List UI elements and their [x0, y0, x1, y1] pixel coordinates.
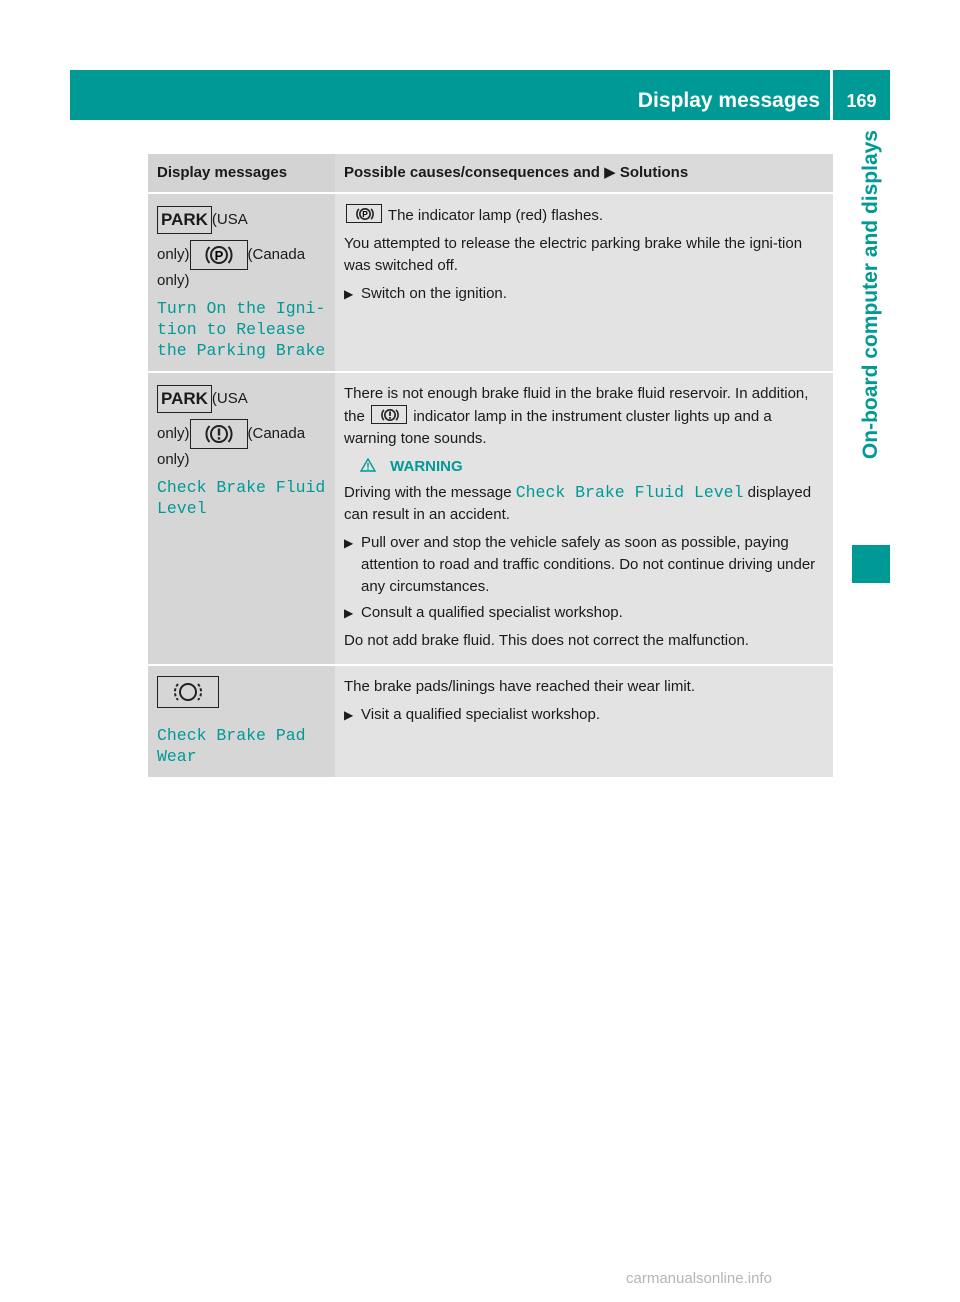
arrow-icon: ▶: [344, 708, 354, 722]
svg-text:P: P: [214, 248, 223, 263]
warning-heading: [360, 456, 825, 478]
only-label: only): [157, 424, 190, 442]
warning-label: WARNING: [390, 458, 463, 475]
col-header-display-messages: Display messages: [148, 154, 335, 193]
solution-step: [344, 704, 825, 726]
side-tab-marker: [852, 545, 890, 583]
display-message-cell: [148, 665, 335, 778]
cause-text: You attempted to release the electric parking brake while the igni-tion was switched off.: [344, 235, 803, 274]
usa-label: (USA: [211, 389, 248, 407]
step-text: Visit a qualified specialist workshop.: [361, 706, 601, 723]
page-number: 169: [846, 91, 877, 111]
cause-text: The brake pads/linings have reached their wear limit.: [344, 678, 696, 695]
warning-text: Driving with the message: [344, 484, 512, 501]
canada-label: (Canada: [247, 424, 306, 442]
solution-cell: [335, 372, 833, 665]
display-message-text: Turn On the Igni‐ tion to Release the Parking Brake: [157, 299, 326, 360]
table-row: [148, 665, 833, 778]
brake-warning-icon: [190, 419, 248, 449]
header-bar: [70, 70, 890, 120]
display-message-text: Check Brake Fluid Level: [157, 478, 326, 518]
warning-triangle-icon: [360, 458, 380, 475]
park-icon: PARK: [157, 206, 212, 234]
display-message-cell: [148, 193, 335, 372]
side-tab: [852, 130, 890, 540]
display-messages-table: [148, 154, 833, 779]
cause-text: There is not enough brake fluid in the brake fluid reservoir. In addition, the: [344, 385, 809, 425]
arrow-icon: ▶: [344, 606, 354, 620]
step-text: Switch on the ignition.: [361, 285, 507, 302]
watermark: carmanualsonline.info: [626, 1270, 772, 1287]
solution-cell: [335, 665, 833, 778]
solution-step: [344, 602, 825, 624]
page-title: Display messages: [637, 89, 820, 112]
table-header-row: [148, 154, 833, 193]
display-message-cell: [148, 372, 335, 665]
side-tab-label: On-board computer and displays: [859, 130, 882, 460]
arrow-icon: ▶: [344, 536, 354, 550]
park-icon: PARK: [157, 385, 212, 413]
lamp-status-text: The indicator lamp (red) flashes.: [387, 207, 603, 224]
table-row: [148, 193, 833, 372]
brake-pad-wear-icon: [157, 676, 219, 708]
brake-warning-icon: [371, 405, 407, 424]
display-message-text: Check Brake Pad Wear: [157, 726, 306, 766]
svg-text:P: P: [362, 209, 368, 220]
col-header-causes-text: Possible causes/consequences and: [344, 164, 600, 181]
solution-step: [344, 283, 825, 305]
col-header-solutions-text: Solutions: [619, 164, 689, 181]
arrow-icon: ▶: [604, 164, 616, 181]
table-row: [148, 372, 833, 665]
solution-cell: [335, 193, 833, 372]
canada-label: (Canada: [247, 245, 306, 263]
warning-message-code: Check Brake Fluid Level: [515, 483, 744, 502]
arrow-icon: ▶: [344, 287, 354, 301]
solution-step: [344, 532, 825, 598]
only-label: only): [157, 272, 190, 289]
step-text: Consult a qualified specialist workshop.: [361, 604, 623, 621]
col-header-causes-solutions: [335, 154, 833, 193]
parking-brake-icon: [346, 204, 382, 223]
parking-brake-icon: [190, 240, 248, 270]
usa-label: (USA: [211, 210, 248, 228]
note-text: Do not add brake fluid. This does not correct the malfunction.: [344, 632, 749, 649]
only-label: only): [157, 451, 190, 468]
only-label: only): [157, 245, 190, 263]
cause-text-continued: indicator lamp in the instrument cluster lights up and a warning tone sounds.: [344, 408, 772, 447]
step-text: Pull over and stop the vehicle safely as soon as possible, paying attention to road and traffic conditions. Do not continue driving under any circumstances.: [361, 534, 816, 595]
warning-text-continued: displayed can result in an accident.: [344, 484, 812, 523]
